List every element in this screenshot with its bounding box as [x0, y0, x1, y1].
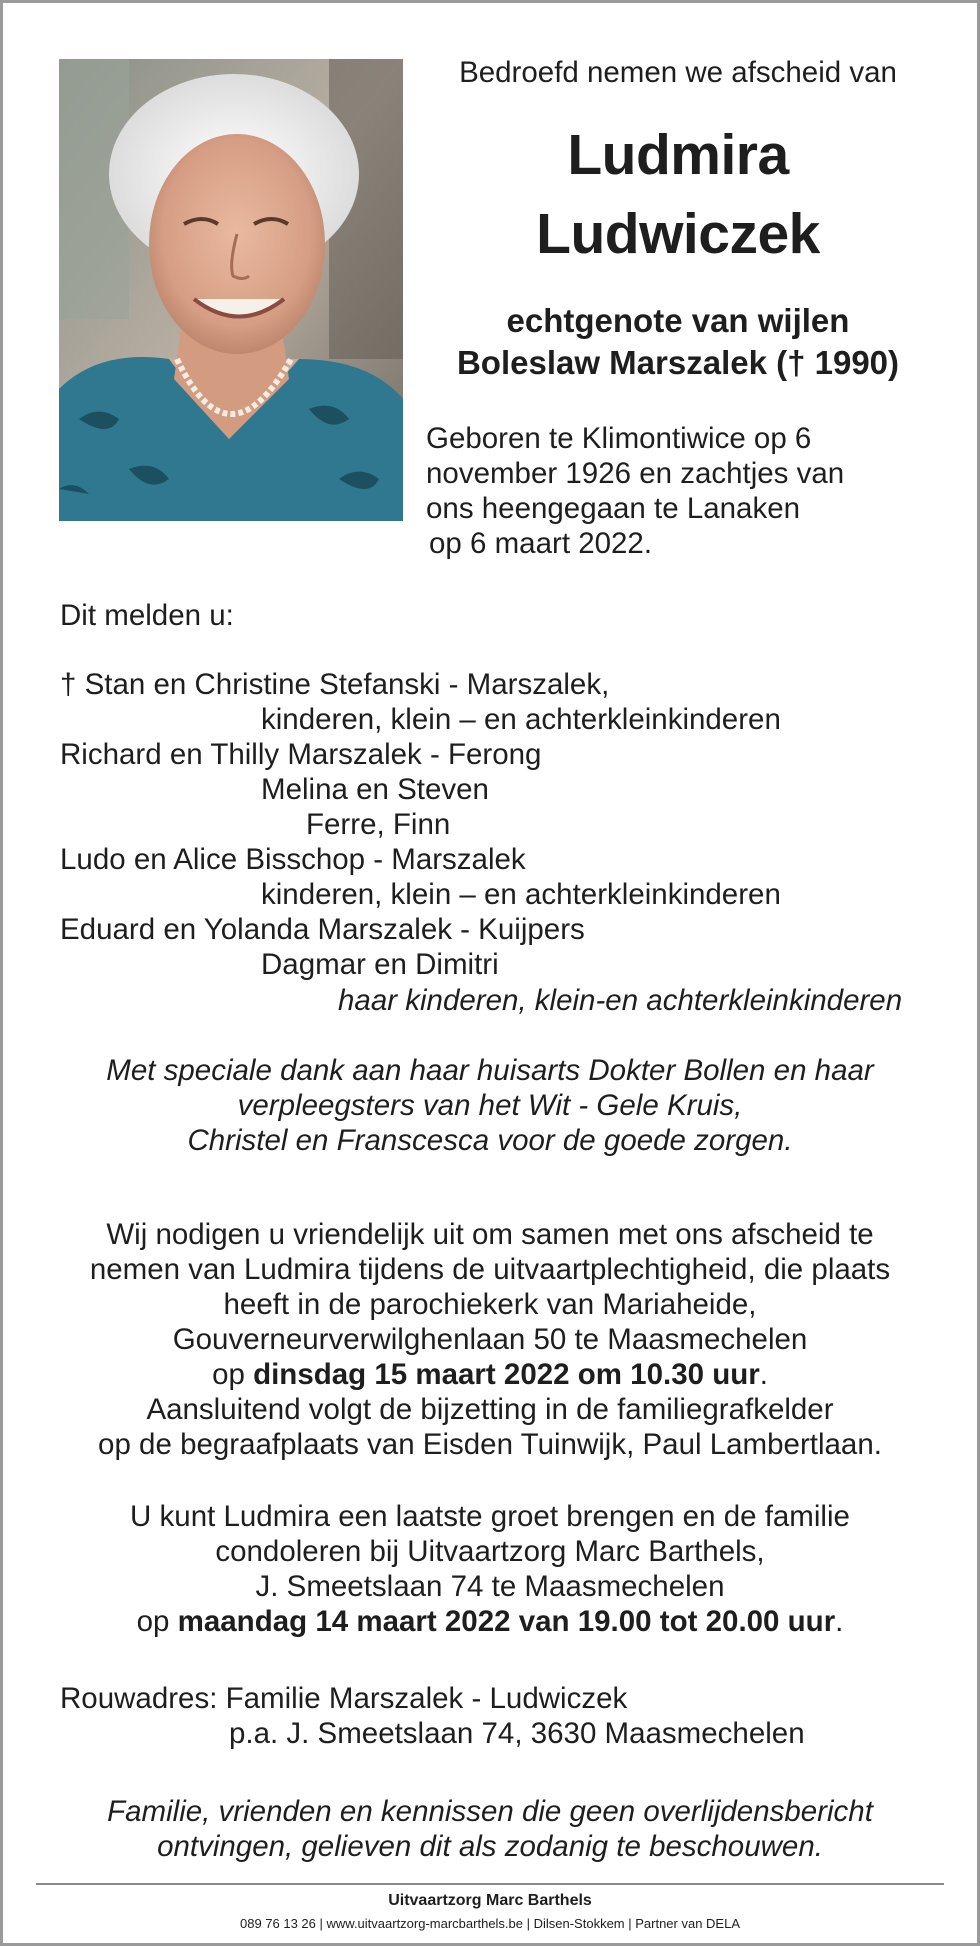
ceremony-line: Gouverneurverwilghenlaan 50 te Maasmechelen — [172, 1323, 808, 1356]
family-line: Dagmar en Dimitri — [261, 948, 499, 981]
footer-divider — [36, 1883, 944, 1885]
visit-date: maandag 14 maart 2022 van 19.00 tot 20.00 uur — [177, 1605, 836, 1638]
footer-contact-info: 089 76 13 26 | www.uitvaartzorg-marcbarthels.be | Dilsen-Stokkem | Partner van DELA — [239, 1916, 741, 1931]
family-line: † Stan en Christine Stefanski - Marszalek, — [60, 668, 610, 701]
thanks-line: verpleegsters van het Wit - Gele Kruis, — [237, 1089, 743, 1122]
family-line: Ludo en Alice Bisschop - Marszalek — [60, 843, 526, 876]
visit-date-prefix: op — [136, 1605, 178, 1638]
visit-date-line — [3, 1604, 977, 1639]
family-line: Eduard en Yolanda Marszalek - Kuijpers — [60, 913, 585, 946]
birth-line: Geboren te Klimontiwice op 6 — [426, 422, 812, 455]
intro-text: Bedroefd nemen we afscheid van — [459, 56, 897, 89]
footer-company: Uitvaartzorg Marc Barthels — [388, 1892, 592, 1909]
family-line: kinderen, klein – en achterkleinkinderen — [261, 878, 781, 911]
ceremony-after-line: op de begraafplaats van Eisden Tuinwijk, Paul Lambertlaan. — [98, 1428, 882, 1461]
ceremony-line: Wij nodigen u vriendelijk uit om samen met ons afscheid te — [106, 1218, 874, 1251]
address-line-2: p.a. J. Smeetslaan 74, 3630 Maasmechelen — [229, 1717, 805, 1750]
family-line: kinderen, klein – en achterkleinkinderen — [261, 703, 781, 736]
birth-line: november 1926 en zachtjes van — [426, 457, 845, 490]
ceremony-line: heeft in de parochiekerk van Mariaheide, — [223, 1288, 757, 1321]
family-line: Richard en Thilly Marszalek - Ferong — [60, 738, 542, 771]
visit-line: U kunt Ludmira een laatste groet brengen en de familie — [130, 1500, 850, 1533]
ceremony-date-suffix: . — [759, 1358, 768, 1391]
closing-line: Familie, vrienden en kennissen die geen overlijdensbericht — [107, 1795, 873, 1828]
portrait-illustration — [59, 59, 403, 521]
closing-line: ontvingen, gelieven dit als zodanig te beschouwen. — [157, 1830, 823, 1863]
birth-line: op 6 maart 2022. — [429, 527, 653, 560]
announce-text: Dit melden u: — [60, 599, 234, 632]
visit-line: condoleren bij Uitvaartzorg Marc Barthels, — [215, 1535, 765, 1568]
ceremony-date: dinsdag 15 maart 2022 om 10.30 uur — [253, 1358, 760, 1391]
ceremony-line: nemen van Ludmira tijdens de uitvaartplechtigheid, die plaats — [89, 1253, 891, 1286]
deceased-last-name: Ludwiczek — [536, 202, 820, 266]
thanks-line: Met speciale dank aan haar huisarts Dokter Bollen en haar — [106, 1054, 874, 1087]
family-summary: haar kinderen, klein-en achterkleinkinderen — [338, 984, 903, 1017]
visit-line: J. Smeetslaan 74 te Maasmechelen — [255, 1570, 725, 1603]
ceremony-date-prefix: op — [212, 1358, 254, 1391]
visit-date-suffix: . — [835, 1605, 844, 1638]
spouse-line-2: Boleslaw Marszalek († 1990) — [456, 344, 900, 381]
birth-line: ons heengegaan te Lanaken — [426, 492, 801, 525]
ceremony-date-line — [3, 1357, 977, 1392]
family-line: Melina en Steven — [261, 773, 489, 806]
thanks-line: Christel en Franscesca voor de goede zorgen. — [187, 1124, 793, 1157]
portrait-photo — [59, 59, 403, 521]
ceremony-after-line: Aansluitend volgt de bijzetting in de familiegrafkelder — [146, 1393, 834, 1426]
address-line-1: Rouwadres: Familie Marszalek - Ludwiczek — [60, 1682, 628, 1715]
spouse-line-1: echtgenote van wijlen — [506, 302, 850, 339]
family-line: Ferre, Finn — [306, 808, 451, 841]
deceased-first-name: Ludmira — [567, 123, 789, 187]
